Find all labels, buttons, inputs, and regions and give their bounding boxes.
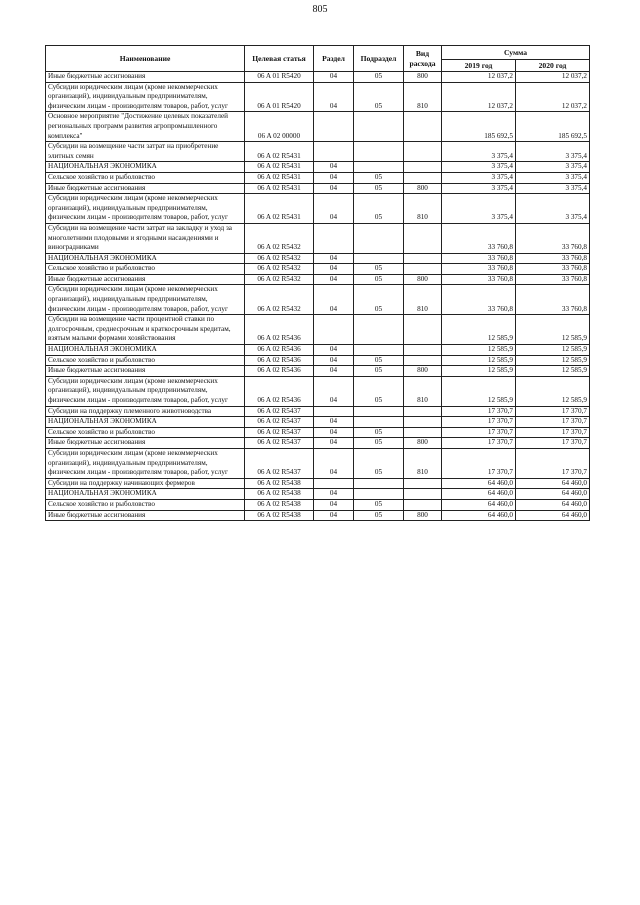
- cell-subsection: 05: [354, 274, 404, 285]
- cell-name: Субсидии на возмещение части процентной ставки по долгосрочным, среднесрочным и краткосрочным кредитам, взятым малыми формами хозяйствования: [46, 315, 245, 345]
- cell-target: 06 A 02 R5431: [245, 142, 314, 162]
- cell-target: 06 A 02 R5437: [245, 427, 314, 438]
- header-expense-type: Вид расхода: [404, 46, 442, 72]
- cell-expense-type: [404, 355, 442, 366]
- cell-expense-type: [404, 489, 442, 500]
- cell-section: 04: [314, 82, 354, 112]
- cell-sum-2020: 12 585,9: [516, 345, 590, 356]
- cell-name: Субсидии юридическим лицам (кроме некоммерческих организаций), индивидуальным предпринимателям, физическим лицам - производителям товаров, работ, услуг: [46, 194, 245, 224]
- cell-expense-type: [404, 315, 442, 345]
- cell-name: Субсидии юридическим лицам (кроме некоммерческих организаций), индивидуальным предпринимателям, физическим лицам - производителям товаров, работ, услуг: [46, 82, 245, 112]
- cell-section: 04: [314, 417, 354, 428]
- cell-sum-2019: 64 460,0: [442, 489, 516, 500]
- cell-expense-type: 800: [404, 183, 442, 194]
- table-row: [46, 406, 590, 417]
- cell-section: [314, 142, 354, 162]
- cell-section: 04: [314, 162, 354, 173]
- table-row: [46, 315, 590, 345]
- cell-sum-2019: 17 370,7: [442, 448, 516, 478]
- cell-section: 04: [314, 448, 354, 478]
- cell-subsection: [354, 345, 404, 356]
- cell-section: 04: [314, 510, 354, 521]
- cell-sum-2020: 12 037,2: [516, 82, 590, 112]
- cell-name: НАЦИОНАЛЬНАЯ ЭКОНОМИКА: [46, 489, 245, 500]
- cell-name: Сельское хозяйство и рыболовство: [46, 427, 245, 438]
- cell-expense-type: [404, 427, 442, 438]
- cell-expense-type: [404, 172, 442, 183]
- cell-expense-type: 800: [404, 274, 442, 285]
- table-row: [46, 274, 590, 285]
- cell-subsection: [354, 142, 404, 162]
- cell-sum-2020: 33 760,8: [516, 223, 590, 253]
- cell-target: 06 A 02 R5437: [245, 417, 314, 428]
- cell-sum-2020: 17 370,7: [516, 417, 590, 428]
- cell-sum-2020: 17 370,7: [516, 406, 590, 417]
- cell-subsection: [354, 223, 404, 253]
- cell-section: 04: [314, 194, 354, 224]
- cell-sum-2020: 33 760,8: [516, 264, 590, 275]
- table-row: [46, 285, 590, 315]
- cell-sum-2020: 3 375,4: [516, 162, 590, 173]
- cell-target: 06 A 02 R5431: [245, 172, 314, 183]
- cell-expense-type: 800: [404, 72, 442, 83]
- cell-sum-2020: 3 375,4: [516, 183, 590, 194]
- cell-name: НАЦИОНАЛЬНАЯ ЭКОНОМИКА: [46, 162, 245, 173]
- cell-subsection: [354, 112, 404, 142]
- table-row: [46, 499, 590, 510]
- cell-subsection: 05: [354, 499, 404, 510]
- cell-expense-type: 800: [404, 366, 442, 377]
- cell-sum-2020: 3 375,4: [516, 172, 590, 183]
- page-number: 805: [312, 4, 328, 15]
- cell-expense-type: [404, 253, 442, 264]
- table-row: [46, 172, 590, 183]
- cell-expense-type: 800: [404, 438, 442, 449]
- cell-section: 04: [314, 264, 354, 275]
- cell-target: 06 A 02 R5438: [245, 489, 314, 500]
- cell-expense-type: [404, 142, 442, 162]
- table-row: [46, 82, 590, 112]
- cell-section: 04: [314, 355, 354, 366]
- cell-section: 04: [314, 253, 354, 264]
- cell-section: [314, 112, 354, 142]
- cell-subsection: 05: [354, 510, 404, 521]
- table-row: [46, 264, 590, 275]
- cell-name: Субсидии на возмещение части затрат на приобретение элитных семян: [46, 142, 245, 162]
- table-row: [46, 427, 590, 438]
- cell-sum-2020: 17 370,7: [516, 427, 590, 438]
- cell-subsection: 05: [354, 72, 404, 83]
- table-row: [46, 366, 590, 377]
- cell-name: Иные бюджетные ассигнования: [46, 72, 245, 83]
- cell-sum-2020: 12 585,9: [516, 315, 590, 345]
- table-row: [46, 183, 590, 194]
- cell-sum-2020: 3 375,4: [516, 142, 590, 162]
- cell-sum-2019: 33 760,8: [442, 253, 516, 264]
- cell-expense-type: [404, 162, 442, 173]
- cell-expense-type: 810: [404, 448, 442, 478]
- cell-subsection: 05: [354, 285, 404, 315]
- cell-section: 04: [314, 274, 354, 285]
- cell-sum-2019: 33 760,8: [442, 223, 516, 253]
- cell-section: 04: [314, 285, 354, 315]
- cell-subsection: 05: [354, 172, 404, 183]
- cell-subsection: [354, 478, 404, 489]
- table-row: [46, 223, 590, 253]
- cell-target: 06 A 02 R5432: [245, 253, 314, 264]
- cell-target: 06 A 02 R5438: [245, 499, 314, 510]
- cell-subsection: 05: [354, 355, 404, 366]
- cell-expense-type: [404, 112, 442, 142]
- cell-subsection: 05: [354, 194, 404, 224]
- cell-expense-type: [404, 223, 442, 253]
- cell-subsection: 05: [354, 448, 404, 478]
- cell-sum-2019: 64 460,0: [442, 478, 516, 489]
- cell-sum-2019: 17 370,7: [442, 438, 516, 449]
- cell-expense-type: [404, 264, 442, 275]
- cell-target: 06 A 02 R5432: [245, 264, 314, 275]
- cell-target: 06 A 02 R5436: [245, 345, 314, 356]
- cell-expense-type: 810: [404, 82, 442, 112]
- header-subsection: Подраздел: [354, 46, 404, 72]
- cell-sum-2020: 33 760,8: [516, 253, 590, 264]
- cell-sum-2020: 17 370,7: [516, 438, 590, 449]
- table-row: [46, 253, 590, 264]
- cell-sum-2019: 64 460,0: [442, 510, 516, 521]
- cell-section: 04: [314, 499, 354, 510]
- cell-subsection: 05: [354, 366, 404, 377]
- cell-target: 06 A 02 R5437: [245, 438, 314, 449]
- table-header: [46, 46, 590, 72]
- cell-subsection: 05: [354, 264, 404, 275]
- header-name: Наименование: [46, 46, 245, 72]
- cell-sum-2019: 33 760,8: [442, 285, 516, 315]
- cell-subsection: [354, 315, 404, 345]
- table-row: [46, 112, 590, 142]
- header-section: Раздел: [314, 46, 354, 72]
- cell-sum-2020: 64 460,0: [516, 510, 590, 521]
- cell-name: Субсидии юридическим лицам (кроме некоммерческих организаций), индивидуальным предпринимателям, физическим лицам - производителям товаров, работ, услуг: [46, 448, 245, 478]
- cell-sum-2019: 33 760,8: [442, 264, 516, 275]
- cell-section: 04: [314, 438, 354, 449]
- header-year-2019: 2019 год: [442, 60, 516, 72]
- table-row: [46, 376, 590, 406]
- cell-section: 04: [314, 345, 354, 356]
- table-row: [46, 194, 590, 224]
- cell-expense-type: 810: [404, 285, 442, 315]
- cell-section: [314, 223, 354, 253]
- cell-sum-2020: 3 375,4: [516, 194, 590, 224]
- cell-expense-type: [404, 345, 442, 356]
- cell-name: Иные бюджетные ассигнования: [46, 183, 245, 194]
- cell-name: Субсидии на поддержку начинающих фермеров: [46, 478, 245, 489]
- cell-target: 06 A 02 R5437: [245, 448, 314, 478]
- table-row: [46, 489, 590, 500]
- cell-name: Субсидии юридическим лицам (кроме некоммерческих организаций), индивидуальным предпринимателям, физическим лицам - производителям товаров, работ, услуг: [46, 285, 245, 315]
- cell-target: 06 A 02 R5436: [245, 376, 314, 406]
- cell-target: 06 A 02 R5431: [245, 194, 314, 224]
- cell-sum-2019: 12 585,9: [442, 355, 516, 366]
- header-year-2020: 2020 год: [516, 60, 590, 72]
- table-row: [46, 448, 590, 478]
- cell-section: 04: [314, 489, 354, 500]
- cell-subsection: 05: [354, 183, 404, 194]
- cell-sum-2020: 33 760,8: [516, 285, 590, 315]
- cell-name: Сельское хозяйство и рыболовство: [46, 355, 245, 366]
- cell-sum-2019: 3 375,4: [442, 194, 516, 224]
- cell-target: 06 A 02 R5436: [245, 355, 314, 366]
- cell-sum-2019: 17 370,7: [442, 427, 516, 438]
- cell-target: 06 A 01 R5420: [245, 82, 314, 112]
- cell-subsection: [354, 489, 404, 500]
- cell-target: 06 A 02 R5431: [245, 162, 314, 173]
- cell-subsection: [354, 417, 404, 428]
- cell-section: [314, 406, 354, 417]
- table-row: [46, 162, 590, 173]
- cell-sum-2019: 17 370,7: [442, 406, 516, 417]
- cell-expense-type: [404, 406, 442, 417]
- cell-name: Сельское хозяйство и рыболовство: [46, 264, 245, 275]
- header-target: Целевая статья: [245, 46, 314, 72]
- cell-sum-2020: 12 037,2: [516, 72, 590, 83]
- header-sum: Сумма: [442, 46, 590, 60]
- cell-sum-2019: 3 375,4: [442, 172, 516, 183]
- cell-sum-2019: 12 585,9: [442, 366, 516, 377]
- cell-sum-2019: 12 037,2: [442, 72, 516, 83]
- cell-target: 06 A 02 00000: [245, 112, 314, 142]
- cell-name: Субсидии на поддержку племенного животноводства: [46, 406, 245, 417]
- cell-section: 04: [314, 183, 354, 194]
- cell-subsection: [354, 406, 404, 417]
- budget-table: [45, 45, 590, 521]
- cell-name: НАЦИОНАЛЬНАЯ ЭКОНОМИКА: [46, 417, 245, 428]
- cell-sum-2020: 64 460,0: [516, 499, 590, 510]
- cell-name: Субсидии юридическим лицам (кроме некоммерческих организаций), индивидуальным предпринимателям, физическим лицам - производителям товаров, работ, услуг: [46, 376, 245, 406]
- cell-subsection: 05: [354, 427, 404, 438]
- cell-section: 04: [314, 376, 354, 406]
- cell-sum-2019: 12 037,2: [442, 82, 516, 112]
- cell-sum-2019: 12 585,9: [442, 345, 516, 356]
- table-row: [46, 72, 590, 83]
- cell-section: 04: [314, 427, 354, 438]
- cell-section: 04: [314, 172, 354, 183]
- cell-sum-2019: 185 692,5: [442, 112, 516, 142]
- cell-target: 06 A 01 R5420: [245, 72, 314, 83]
- cell-expense-type: [404, 499, 442, 510]
- cell-section: 04: [314, 72, 354, 83]
- cell-expense-type: 810: [404, 376, 442, 406]
- cell-subsection: [354, 162, 404, 173]
- cell-name: Основное мероприятие "Достижение целевых показателей региональных программ развития агропромышленного комплекса": [46, 112, 245, 142]
- cell-subsection: 05: [354, 82, 404, 112]
- cell-target: 06 A 02 R5436: [245, 366, 314, 377]
- cell-name: Сельское хозяйство и рыболовство: [46, 499, 245, 510]
- table-row: [46, 417, 590, 428]
- cell-sum-2020: 17 370,7: [516, 448, 590, 478]
- cell-sum-2019: 33 760,8: [442, 274, 516, 285]
- table-body: [46, 72, 590, 521]
- cell-sum-2019: 3 375,4: [442, 142, 516, 162]
- cell-sum-2020: 33 760,8: [516, 274, 590, 285]
- cell-sum-2020: 12 585,9: [516, 355, 590, 366]
- cell-sum-2020: 185 692,5: [516, 112, 590, 142]
- cell-sum-2019: 3 375,4: [442, 162, 516, 173]
- cell-sum-2019: 12 585,9: [442, 376, 516, 406]
- cell-target: 06 A 02 R5431: [245, 183, 314, 194]
- cell-sum-2019: 3 375,4: [442, 183, 516, 194]
- cell-target: 06 A 02 R5438: [245, 510, 314, 521]
- cell-subsection: 05: [354, 376, 404, 406]
- cell-subsection: [354, 253, 404, 264]
- cell-sum-2020: 64 460,0: [516, 478, 590, 489]
- table-row: [46, 345, 590, 356]
- cell-name: НАЦИОНАЛЬНАЯ ЭКОНОМИКА: [46, 253, 245, 264]
- cell-name: Иные бюджетные ассигнования: [46, 366, 245, 377]
- cell-name: Субсидии на возмещение части затрат на закладку и уход за многолетними плодовыми и ягодными насаждениями и виноградниками: [46, 223, 245, 253]
- cell-name: НАЦИОНАЛЬНАЯ ЭКОНОМИКА: [46, 345, 245, 356]
- table-row: [46, 142, 590, 162]
- cell-subsection: 05: [354, 438, 404, 449]
- table-row: [46, 438, 590, 449]
- cell-target: 06 A 02 R5432: [245, 285, 314, 315]
- cell-expense-type: [404, 417, 442, 428]
- cell-sum-2020: 12 585,9: [516, 366, 590, 377]
- cell-target: 06 A 02 R5432: [245, 274, 314, 285]
- cell-target: 06 A 02 R5437: [245, 406, 314, 417]
- cell-sum-2020: 12 585,9: [516, 376, 590, 406]
- table-row: [46, 355, 590, 366]
- cell-sum-2019: 12 585,9: [442, 315, 516, 345]
- cell-name: Иные бюджетные ассигнования: [46, 438, 245, 449]
- cell-name: Иные бюджетные ассигнования: [46, 510, 245, 521]
- cell-section: 04: [314, 366, 354, 377]
- cell-name: Сельское хозяйство и рыболовство: [46, 172, 245, 183]
- cell-sum-2019: 17 370,7: [442, 417, 516, 428]
- cell-target: 06 A 02 R5438: [245, 478, 314, 489]
- cell-expense-type: 810: [404, 194, 442, 224]
- cell-sum-2020: 64 460,0: [516, 489, 590, 500]
- cell-expense-type: [404, 478, 442, 489]
- cell-target: 06 A 02 R5436: [245, 315, 314, 345]
- table-row: [46, 510, 590, 521]
- cell-expense-type: 800: [404, 510, 442, 521]
- cell-section: [314, 315, 354, 345]
- cell-sum-2019: 64 460,0: [442, 499, 516, 510]
- cell-target: 06 A 02 R5432: [245, 223, 314, 253]
- cell-name: Иные бюджетные ассигнования: [46, 274, 245, 285]
- cell-section: [314, 478, 354, 489]
- table-row: [46, 478, 590, 489]
